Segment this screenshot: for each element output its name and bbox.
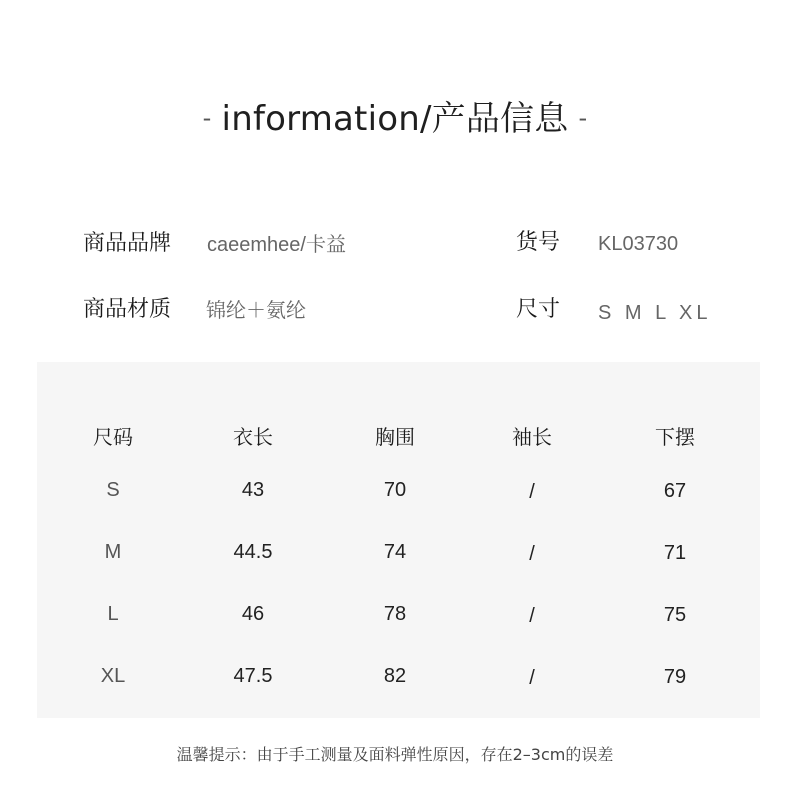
table-cell-size: XL: [100, 665, 126, 687]
brand-value: caeemhee/卡益: [207, 234, 346, 256]
size-label: 尺寸: [516, 297, 561, 322]
column-header-sleeve: 袖长: [512, 425, 552, 449]
table-cell-length: 47.5: [233, 665, 273, 687]
title-right-dash: -: [578, 104, 588, 132]
table-cell-sleeve: /: [529, 481, 535, 503]
material-value: 锦纶＋氨纶: [206, 300, 306, 322]
table-cell-hem: 79: [663, 666, 687, 688]
table-cell-sleeve: /: [529, 605, 535, 627]
sku-value: KL03730: [598, 233, 679, 255]
column-header-chest: 胸围: [375, 425, 415, 449]
table-cell-hem: 71: [663, 542, 687, 564]
page-title: [0, 96, 790, 141]
table-cell-length: 46: [241, 603, 265, 625]
table-cell-chest: 70: [383, 479, 407, 501]
table-cell-size: S: [106, 479, 120, 501]
table-cell-chest: 82: [383, 665, 407, 687]
table-cell-size: L: [107, 603, 119, 625]
title-left-dash: -: [202, 104, 212, 132]
table-cell-length: 43: [241, 479, 265, 501]
column-header-length: 衣长: [233, 425, 273, 449]
table-cell-hem: 67: [663, 480, 687, 502]
sku-label: 货号: [516, 230, 561, 255]
column-header-size: 尺码: [93, 425, 133, 449]
table-cell-size: M: [104, 541, 122, 563]
measurement-note: 温馨提示：由于手工测量及面料弹性原因，存在2–3cm的误差: [176, 745, 614, 764]
material-label: 商品材质: [83, 297, 172, 322]
table-cell-length: 44.5: [233, 541, 273, 563]
table-cell-chest: 78: [383, 603, 407, 625]
table-cell-hem: 75: [663, 604, 687, 626]
column-header-hem: 下摆: [655, 425, 695, 449]
title-text: information/产品信息: [221, 99, 569, 139]
table-cell-sleeve: /: [529, 667, 535, 689]
size-value: S M L XL: [598, 302, 712, 324]
brand-label: 商品品牌: [83, 231, 172, 256]
table-cell-sleeve: /: [529, 543, 535, 565]
table-cell-chest: 74: [383, 541, 407, 563]
